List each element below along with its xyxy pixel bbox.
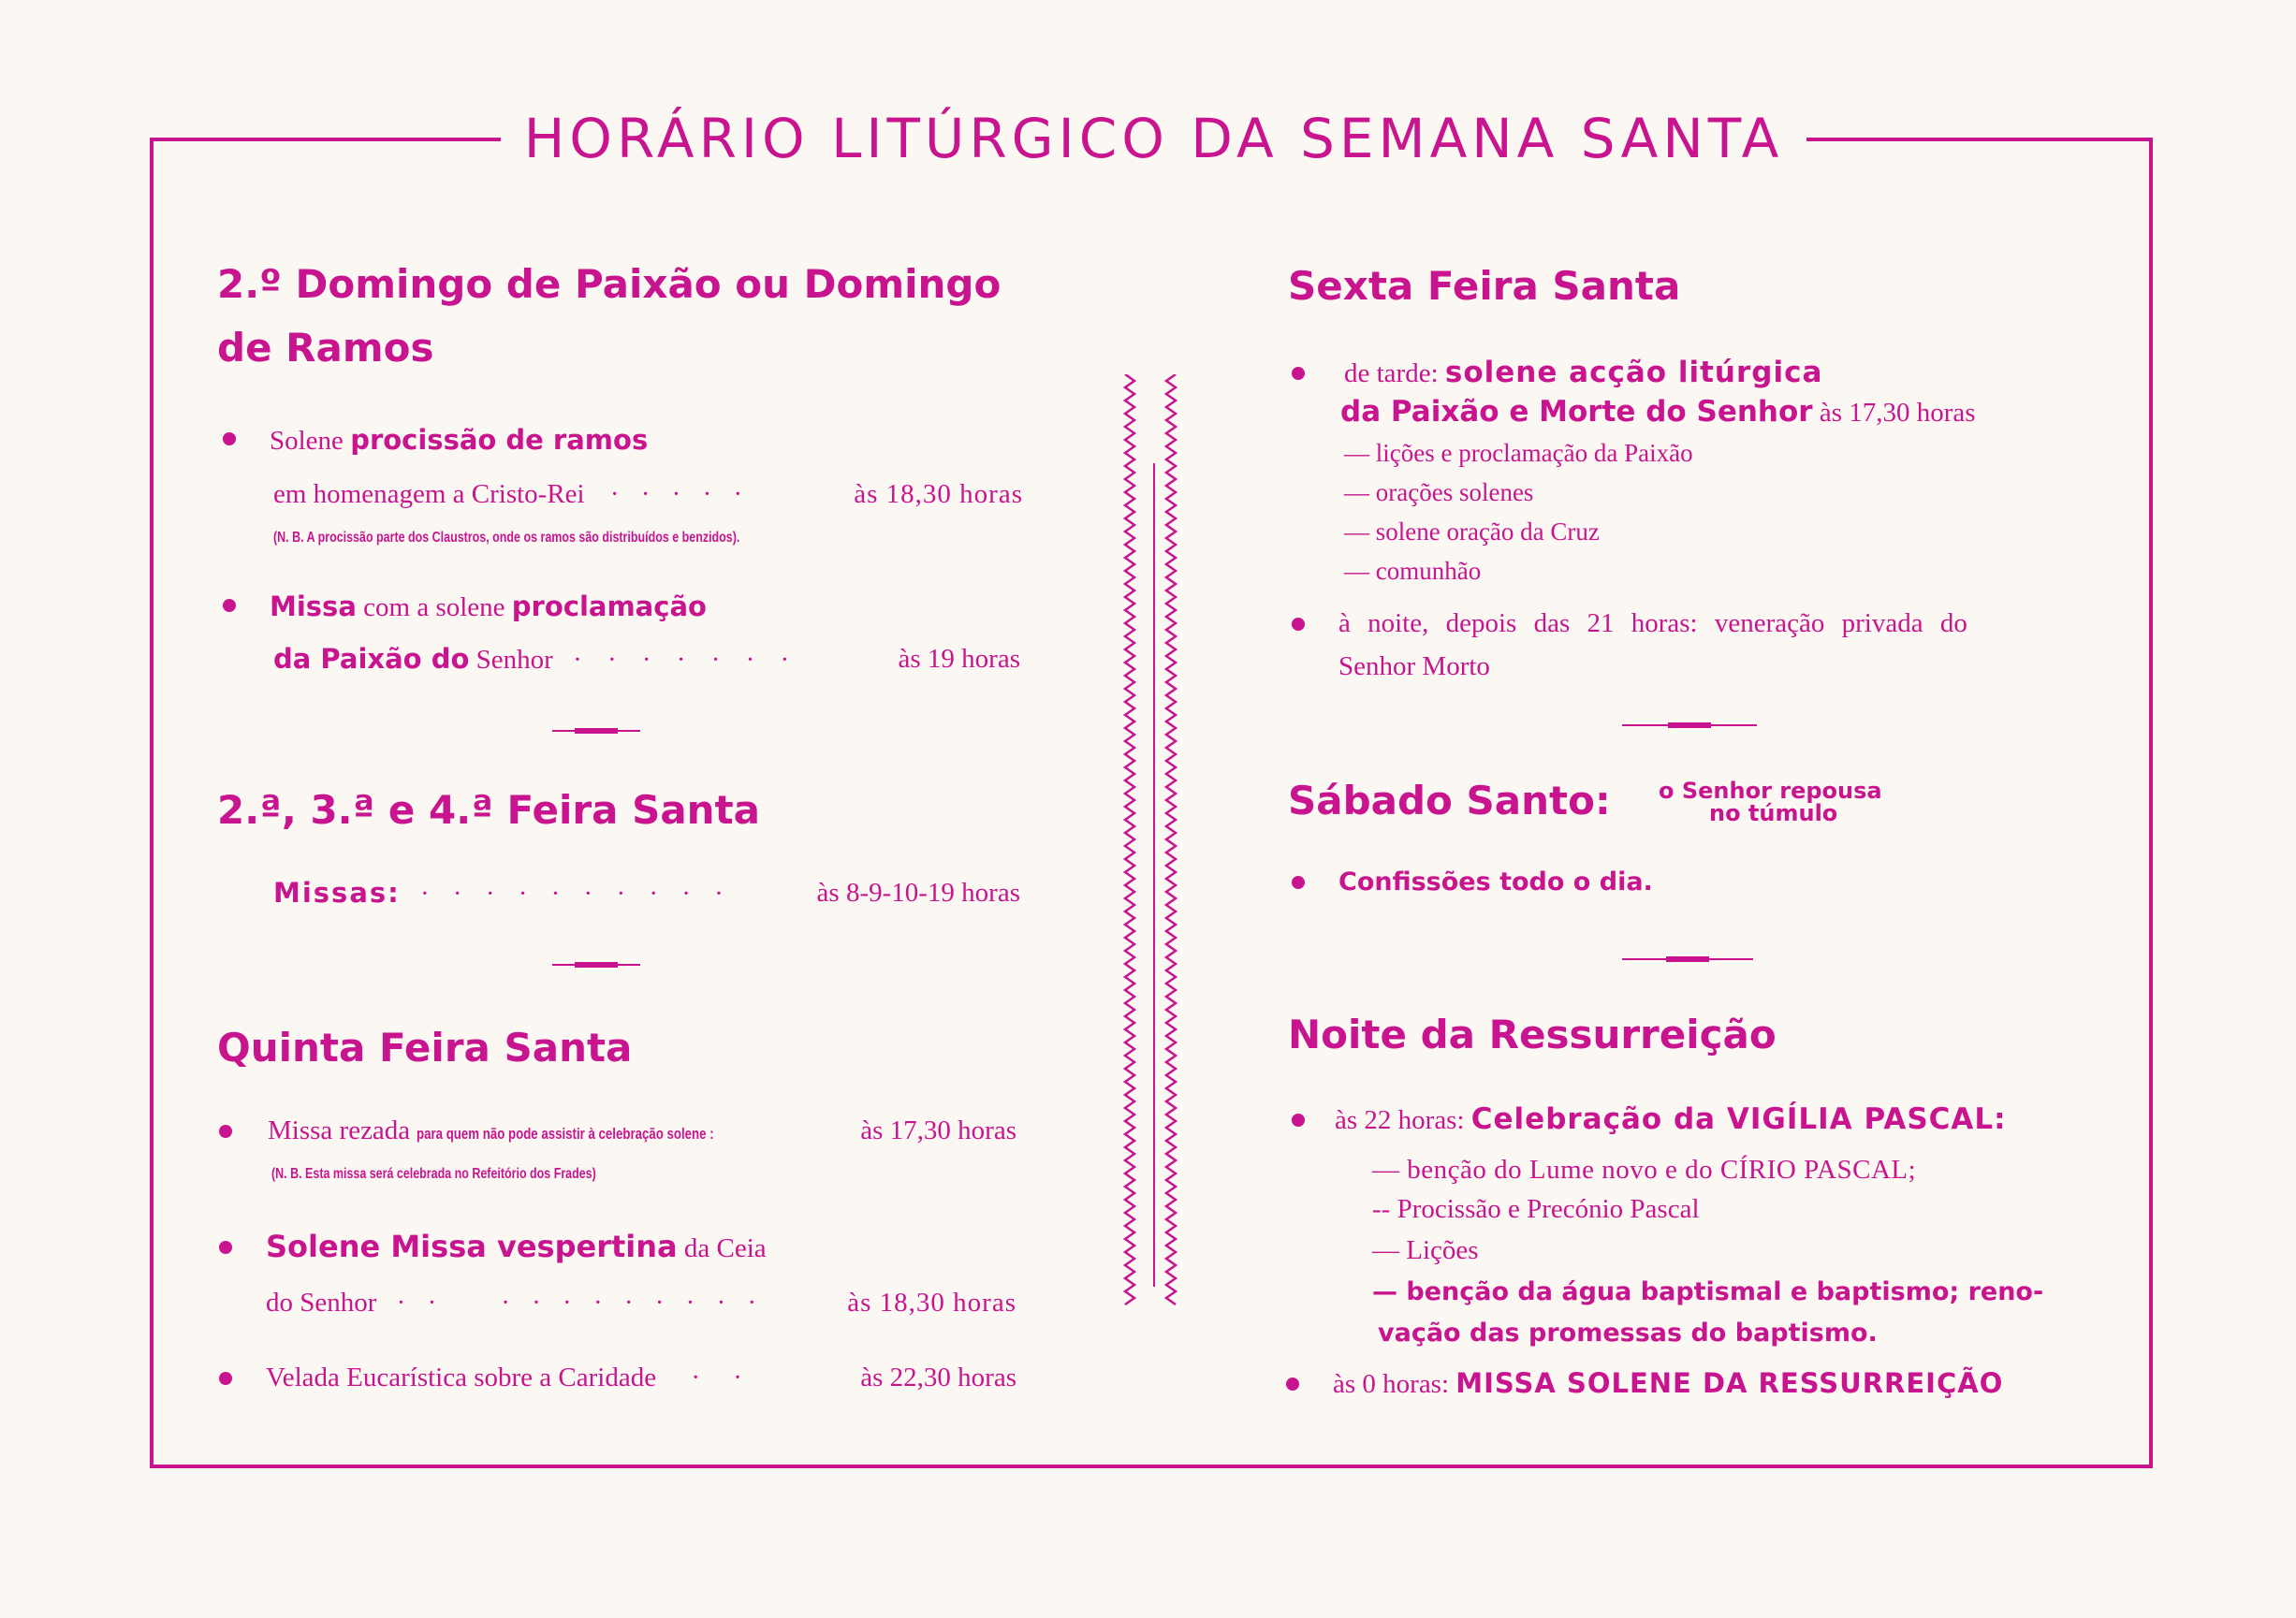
section-heading: Quinta Feira Santa (217, 1025, 633, 1071)
event-bold: Missa (270, 590, 357, 622)
list-item: — Lições (1372, 1235, 1479, 1265)
section-heading: Sexta Feira Santa (1288, 263, 1681, 309)
event-line (273, 640, 798, 678)
event-bold: solene acção litúrgica (1444, 356, 1823, 389)
event-text: com a solene (356, 592, 512, 622)
bullet-icon (223, 599, 236, 612)
section-heading: 2.ª, 3.ª e 4.ª Feira Santa (217, 787, 760, 833)
heading-aside: o Senhor repousa (1659, 778, 1882, 804)
section-separator (552, 964, 640, 966)
event-time: às 18,30 horas (854, 479, 1023, 509)
bullet-icon (223, 432, 236, 445)
bullet-icon (219, 1241, 232, 1254)
event-line (266, 1359, 755, 1396)
event-bold: Solene Missa vespertina (266, 1229, 678, 1264)
event-line (270, 588, 707, 626)
event-time: às 22,30 horas (860, 1363, 1016, 1392)
event-note: (N. B. Esta missa será celebrada no Refeitório dos Frades) (271, 1166, 596, 1182)
event-small-text: para quem não pode assistir à celebração solene : (417, 1125, 715, 1143)
section-heading: 2.º Domingo de Paixão ou Domingo (217, 261, 1002, 307)
event-text: da Ceia (677, 1233, 767, 1263)
event-text: em homenagem a Cristo-Rei (273, 479, 585, 509)
section-heading: Sábado Santo: (1288, 778, 1611, 824)
event-line (1344, 354, 1822, 392)
event-text: de tarde: (1344, 358, 1445, 388)
zigzag-divider-right (1164, 374, 1177, 1305)
list-item (1372, 1273, 2043, 1311)
leader-dots: · · (691, 1363, 755, 1392)
list-item: — lições e proclamação da Paixão (1344, 439, 1693, 467)
event-bold: procissão de ramos (350, 424, 649, 456)
section-separator (1622, 724, 1757, 726)
event-bold: Missas: (273, 877, 401, 909)
bullet-icon (219, 1125, 232, 1138)
event-bold: Confissões todo o dia. (1338, 867, 1653, 896)
event-time: às 19 horas (898, 644, 1020, 674)
event-line (270, 421, 648, 459)
event-bold: Celebração da VIGÍLIA PASCAL: (1470, 1102, 2007, 1136)
event-time: às 17,30 horas (1812, 398, 1976, 428)
event-bold: proclamação (511, 590, 707, 622)
bullet-icon (1292, 1114, 1305, 1127)
event-line (1338, 863, 1653, 901)
event-bold: da Paixão e Morte do Senhor (1340, 395, 1813, 429)
bullet-icon (1292, 876, 1305, 889)
event-text: às 22 horas: (1335, 1105, 1471, 1135)
event-text: Solene (270, 426, 351, 456)
bullet-icon (1292, 367, 1305, 380)
section-heading-cont: de Ramos (217, 325, 434, 371)
event-line (1335, 1101, 2007, 1139)
event-bold: da Paixão do (273, 643, 470, 675)
event-bold: MISSA SOLENE DA RESSURREIÇÃO (1455, 1367, 2004, 1399)
event-text: Senhor (469, 645, 553, 675)
event-line (1340, 393, 1976, 431)
event-line: Senhor Morto (1338, 651, 1490, 681)
event-text: do Senhor (266, 1288, 377, 1318)
event-time: às 17,30 horas (860, 1115, 1016, 1145)
section-heading: Noite da Ressurreição (1288, 1012, 1777, 1057)
list-item: — comunhão (1344, 557, 1482, 585)
event-bold: — benção da água baptismal e baptismo; reno- (1372, 1277, 2044, 1306)
center-rule (1153, 463, 1155, 1287)
bullet-icon (219, 1372, 232, 1385)
event-note: (N. B. A procissão parte dos Claustros, onde os ramos são distribuídos e benzidos). (273, 530, 740, 546)
leader-dots: · · · · · · · · · · (420, 879, 732, 909)
list-item: — benção do Lume novo e do CÍRIO PASCAL; (1372, 1155, 1917, 1185)
event-line (266, 1284, 764, 1321)
event-line: à noite, depois das 21 horas: veneração privada do (1338, 608, 1967, 638)
event-bold: vação das promessas do baptismo. (1378, 1319, 1878, 1348)
event-line (266, 1228, 767, 1267)
list-item: -- Procissão e Precónio Pascal (1372, 1194, 1700, 1224)
leader-dots: · · · · · · · (573, 645, 799, 675)
leader-dots: · · · · · · · · · · · (396, 1288, 765, 1318)
section-separator (552, 730, 640, 732)
event-text: às 0 horas: (1333, 1369, 1456, 1399)
event-text: Velada Eucarística sobre a Caridade (266, 1363, 657, 1392)
event-line (273, 874, 732, 912)
list-item (1378, 1314, 1878, 1352)
list-item: — solene oração da Cruz (1344, 517, 1600, 546)
event-line (268, 1112, 856, 1153)
event-time: às 8-9-10-19 horas (816, 878, 1020, 908)
heading-aside: no túmulo (1709, 800, 1838, 826)
event-line (273, 475, 750, 513)
bullet-icon (1286, 1377, 1299, 1391)
page-title: HORÁRIO LITÚRGICO DA SEMANA SANTA (523, 107, 1784, 170)
list-item: — orações solenes (1344, 478, 1534, 506)
zigzag-divider-left (1123, 374, 1136, 1305)
section-separator (1622, 958, 1753, 960)
bullet-icon (1292, 618, 1305, 631)
event-time: às 18,30 horas (847, 1288, 1016, 1318)
event-line (1333, 1364, 2003, 1403)
leader-dots: · · · · · (609, 479, 751, 509)
event-text: Missa rezada (268, 1115, 411, 1145)
